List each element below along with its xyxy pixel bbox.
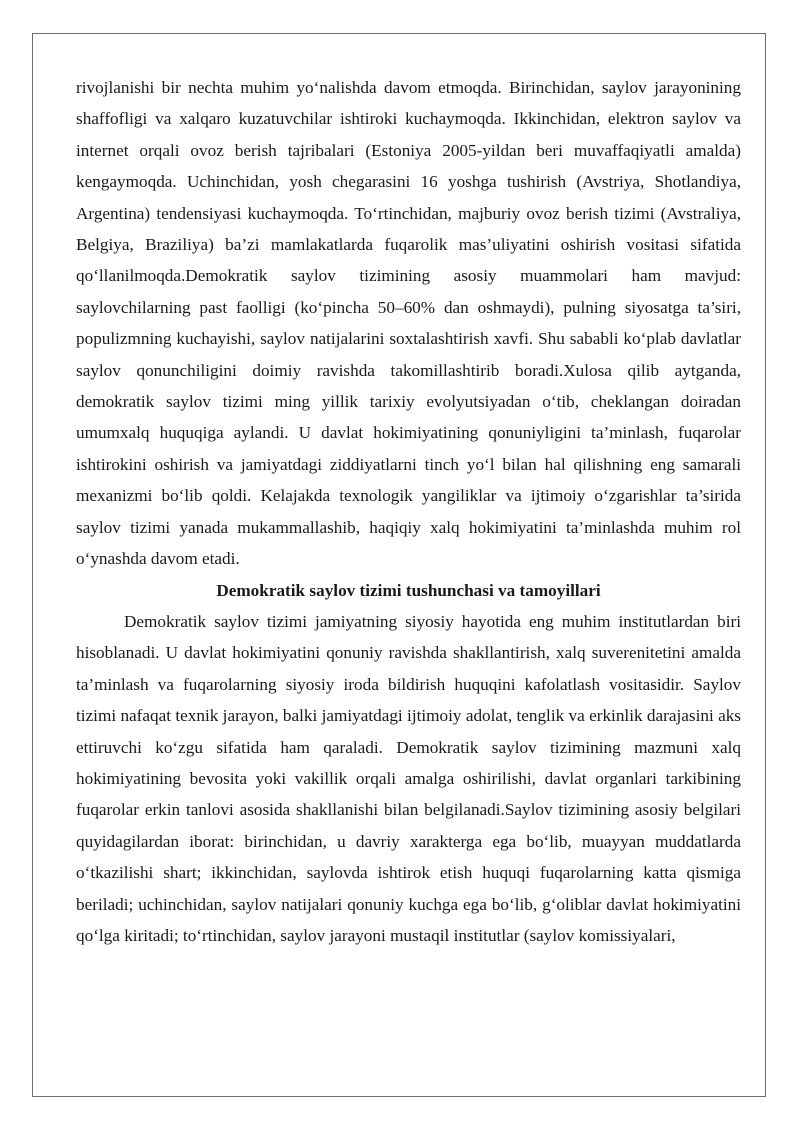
document-body [76, 72, 741, 951]
section-heading: Demokratik saylov tizimi tushunchasi va tamoyillari [216, 580, 601, 600]
body-paragraph-1: rivojlanishi bir nechta muhim yo‘nalishda davom etmoqda. Birinchidan, saylov jarayonining shaffofligi va xalqaro kuzatuvchilar ishtiroki kuchaymoqda. Ikkinchidan, elektron saylov va internet orqali ovoz berish tajribalari (Estoniya 2005-yildan beri muvaffaqiyatli amalda) kengaymoqda. Uchinchidan, yosh chegarasini 16 yoshga tushirish (Avstriya, Shotlandiya, Argentina) tendensiyasi kuchaymoqda. To‘rtinchidan, majburiy ovoz berish tizimi (Avstraliya, Belgiya, Braziliya) ba’zi mamlakatlarda fuqarolik mas’uliyatini oshirish vositasi sifatida qo‘llanilmoqda.Demokratik saylov tizimining asosiy muammolari ham mavjud: saylovchilarning past faolligi (ko‘pincha 50–60% dan oshmaydi), pulning siyosatga ta’siri, populizmning kuchayishi, saylov natijalarini soxtalashtirish xavfi. Shu sababli ko‘plab davlatlar saylov qonunchiligini doimiy ravishda takomillashtirib boradi.Xulosa qilib aytganda, demokratik saylov tizimi ming yillik tarixiy evolyutsiyadan o‘tib, cheklangan doiradan umumxalq huquqiga aylandi. U davlat hokimiyatining qonuniyligini ta’minlash, fuqarolar ishtirokini oshirish va jamiyatdagi ziddiyatlarni tinch yo‘l bilan hal qilishning eng samarali mexanizmi bo‘lib qoldi. Kelajakda texnologik yangiliklar va ijtimoiy o‘zgarishlar ta’sirida saylov tizimi yanada mukammallashib, haqiqiy xalq hokimiyatini ta’minlashda muhim rol o‘ynashda davom etadi. [76, 78, 741, 569]
body-paragraph-2: Demokratik saylov tizimi jamiyatning siyosiy hayotida eng muhim institutlardan biri hisoblanadi. U davlat hokimiyatini qonuniy ravishda shakllantirish, xalq suverenitetini amalda ta’minlash va fuqarolarning siyosiy iroda bildirish huquqini kafolatlash vositasidir. Saylov tizimi nafaqat texnik jarayon, balki jamiyatdagi ijtimoiy adolat, tenglik va erkinlik darajasini aks ettiruvchi ko‘zgu sifatida ham qaraladi. Demokratik saylov tizimining mazmuni xalq hokimiyatining bevosita yoki vakillik orqali amalga oshirilishi, davlat organlari tarkibining fuqarolar erkin tanlovi asosida shakllanishi bilan belgilanadi.Saylov tizimining asosiy belgilari quyidagilardan iborat: birinchidan, u davriy xarakterga ega bo‘lib, muayyan muddatlarda o‘tkazilishi shart; ikkinchidan, saylovda ishtirok etish huquqi fuqarolarning katta qismiga beriladi; uchinchidan, saylov natijalari qonuniy kuchga ega bo‘lib, g‘oliblar davlat hokimiyatini qo‘lga kiritadi; to‘rtinchidan, saylov jarayoni mustaqil institutlar (saylov komissiyalari, [76, 611, 741, 945]
